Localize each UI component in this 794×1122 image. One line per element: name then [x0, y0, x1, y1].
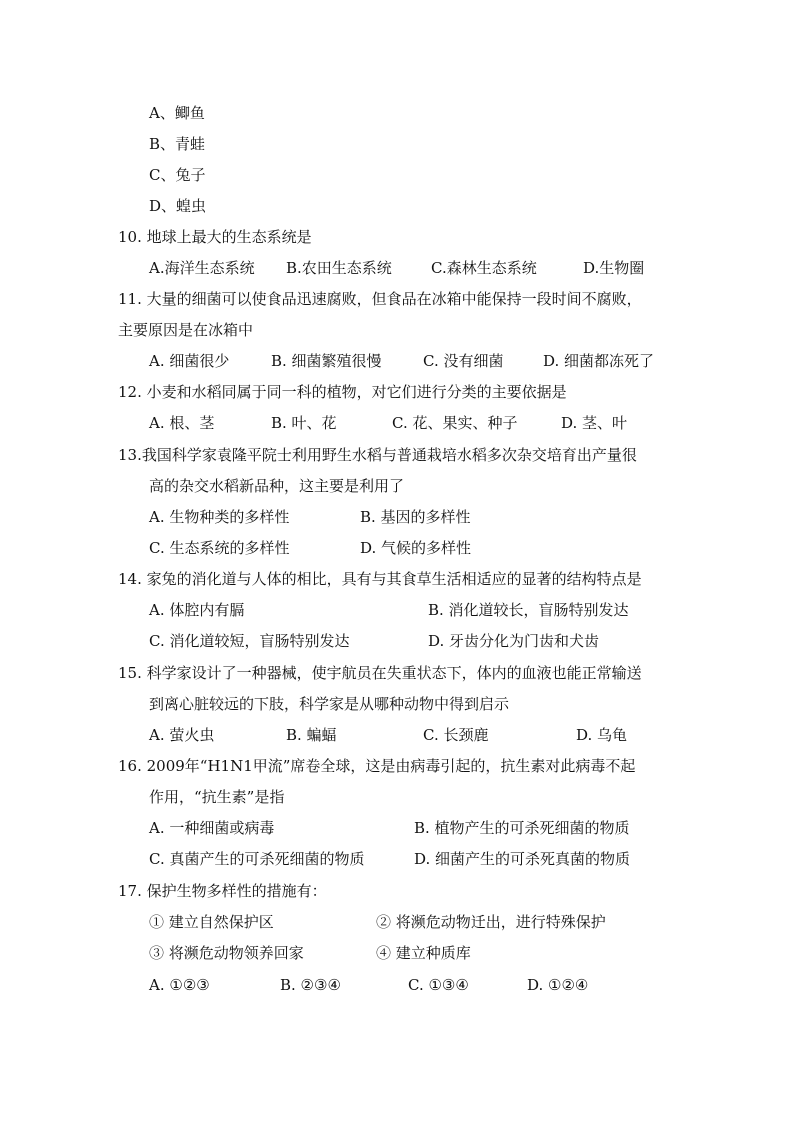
- q11-stem-line2: 主要原因是在冰箱中: [118, 321, 254, 339]
- q17-option-d: D. ①②④: [527, 976, 589, 994]
- q12-option-d: D. 茎、叶: [561, 414, 628, 432]
- q9-option-d: D、蝗虫: [149, 197, 207, 215]
- q10-stem: 10. 地球上最大的生态系统是: [118, 228, 312, 246]
- q15-option-d: D. 乌龟: [576, 726, 628, 744]
- q16-option-c: C. 真菌产生的可杀死细菌的物质: [149, 850, 365, 868]
- q11-option-c: C. 没有细菌: [423, 352, 504, 370]
- q12-option-a: A. 根、茎: [149, 414, 215, 432]
- q11-stem-line1: 11. 大量的细菌可以使食品迅速腐败，但食品在冰箱中能保持一段时间不腐败，: [118, 290, 642, 308]
- q13-option-b: B. 基因的多样性: [360, 508, 471, 526]
- q15-option-b: B. 蝙蝠: [286, 726, 337, 744]
- q12-option-b: B. 叶、花: [271, 414, 337, 432]
- q14-option-a: A. 体腔内有膈: [149, 601, 245, 619]
- q9-option-a: A、鲫鱼: [149, 104, 205, 122]
- q16-option-d: D. 细菌产生的可杀死真菌的物质: [414, 850, 631, 868]
- q17-measure-4: ④ 建立种质库: [376, 944, 471, 962]
- q14-option-d: D. 牙齿分化为门齿和犬齿: [428, 632, 600, 650]
- q13-stem-line1: 13.我国科学家袁隆平院士利用野生水稻与普通栽培水稻多次杂交培育出产量很: [118, 446, 637, 464]
- q17-measure-3: ③ 将濒危动物领养回家: [149, 944, 304, 962]
- q11-option-b: B. 细菌繁殖很慢: [271, 352, 382, 370]
- q16-option-a: A. 一种细菌或病毒: [149, 819, 275, 837]
- q11-option-d: D. 细菌都冻死了: [543, 352, 655, 370]
- q10-option-a: A.海洋生态系统: [149, 259, 255, 277]
- q15-stem-line1: 15. 科学家设计了一种器械，使宇航员在失重状态下，体内的血液也能正常输送: [118, 664, 642, 682]
- q12-option-c: C. 花、果实、种子: [392, 414, 518, 432]
- q12-stem: 12. 小麦和水稻同属于同一科的植物，对它们进行分类的主要依据是: [118, 383, 567, 401]
- q15-stem-line2: 到离心脏较远的下肢，科学家是从哪种动物中得到启示: [149, 695, 510, 713]
- q16-stem-line2: 作用，“抗生素”是指: [149, 788, 285, 806]
- q16-stem-line1: 16. 2009年“H1N1甲流”席卷全球，这是由病毒引起的，抗生素对此病毒不起: [118, 757, 636, 775]
- q14-stem: 14. 家兔的消化道与人体的相比，具有与其食草生活相适应的显著的结构特点是: [118, 570, 642, 588]
- q13-option-c: C. 生态系统的多样性: [149, 539, 290, 557]
- q10-option-b: B.农田生态系统: [286, 259, 392, 277]
- q17-measure-2: ② 将濒危动物迁出，进行特殊保护: [376, 913, 606, 931]
- q15-option-a: A. 萤火虫: [149, 726, 215, 744]
- q14-option-c: C. 消化道较短，盲肠特别发达: [149, 632, 350, 650]
- q9-option-c: C、兔子: [149, 166, 206, 184]
- q17-option-c: C. ①③④: [408, 976, 469, 994]
- q13-option-d: D. 气候的多样性: [360, 539, 472, 557]
- q17-measure-1: ① 建立自然保护区: [149, 913, 274, 931]
- q16-option-b: B. 植物产生的可杀死细菌的物质: [414, 819, 630, 837]
- q11-option-a: A. 细菌很少: [149, 352, 230, 370]
- q13-option-a: A. 生物种类的多样性: [149, 508, 290, 526]
- q15-option-c: C. 长颈鹿: [423, 726, 489, 744]
- q17-option-b: B. ②③④: [280, 976, 341, 994]
- q17-stem: 17. 保护生物多样性的措施有：: [118, 882, 327, 900]
- q13-stem-line2: 高的杂交水稻新品种，这主要是利用了: [149, 477, 405, 495]
- q17-option-a: A. ①②③: [149, 976, 210, 994]
- q9-option-b: B、青蛙: [149, 135, 206, 153]
- q14-option-b: B. 消化道较长，盲肠特别发达: [428, 601, 629, 619]
- q10-option-c: C.森林生态系统: [431, 259, 537, 277]
- q10-option-d: D.生物圈: [583, 259, 645, 277]
